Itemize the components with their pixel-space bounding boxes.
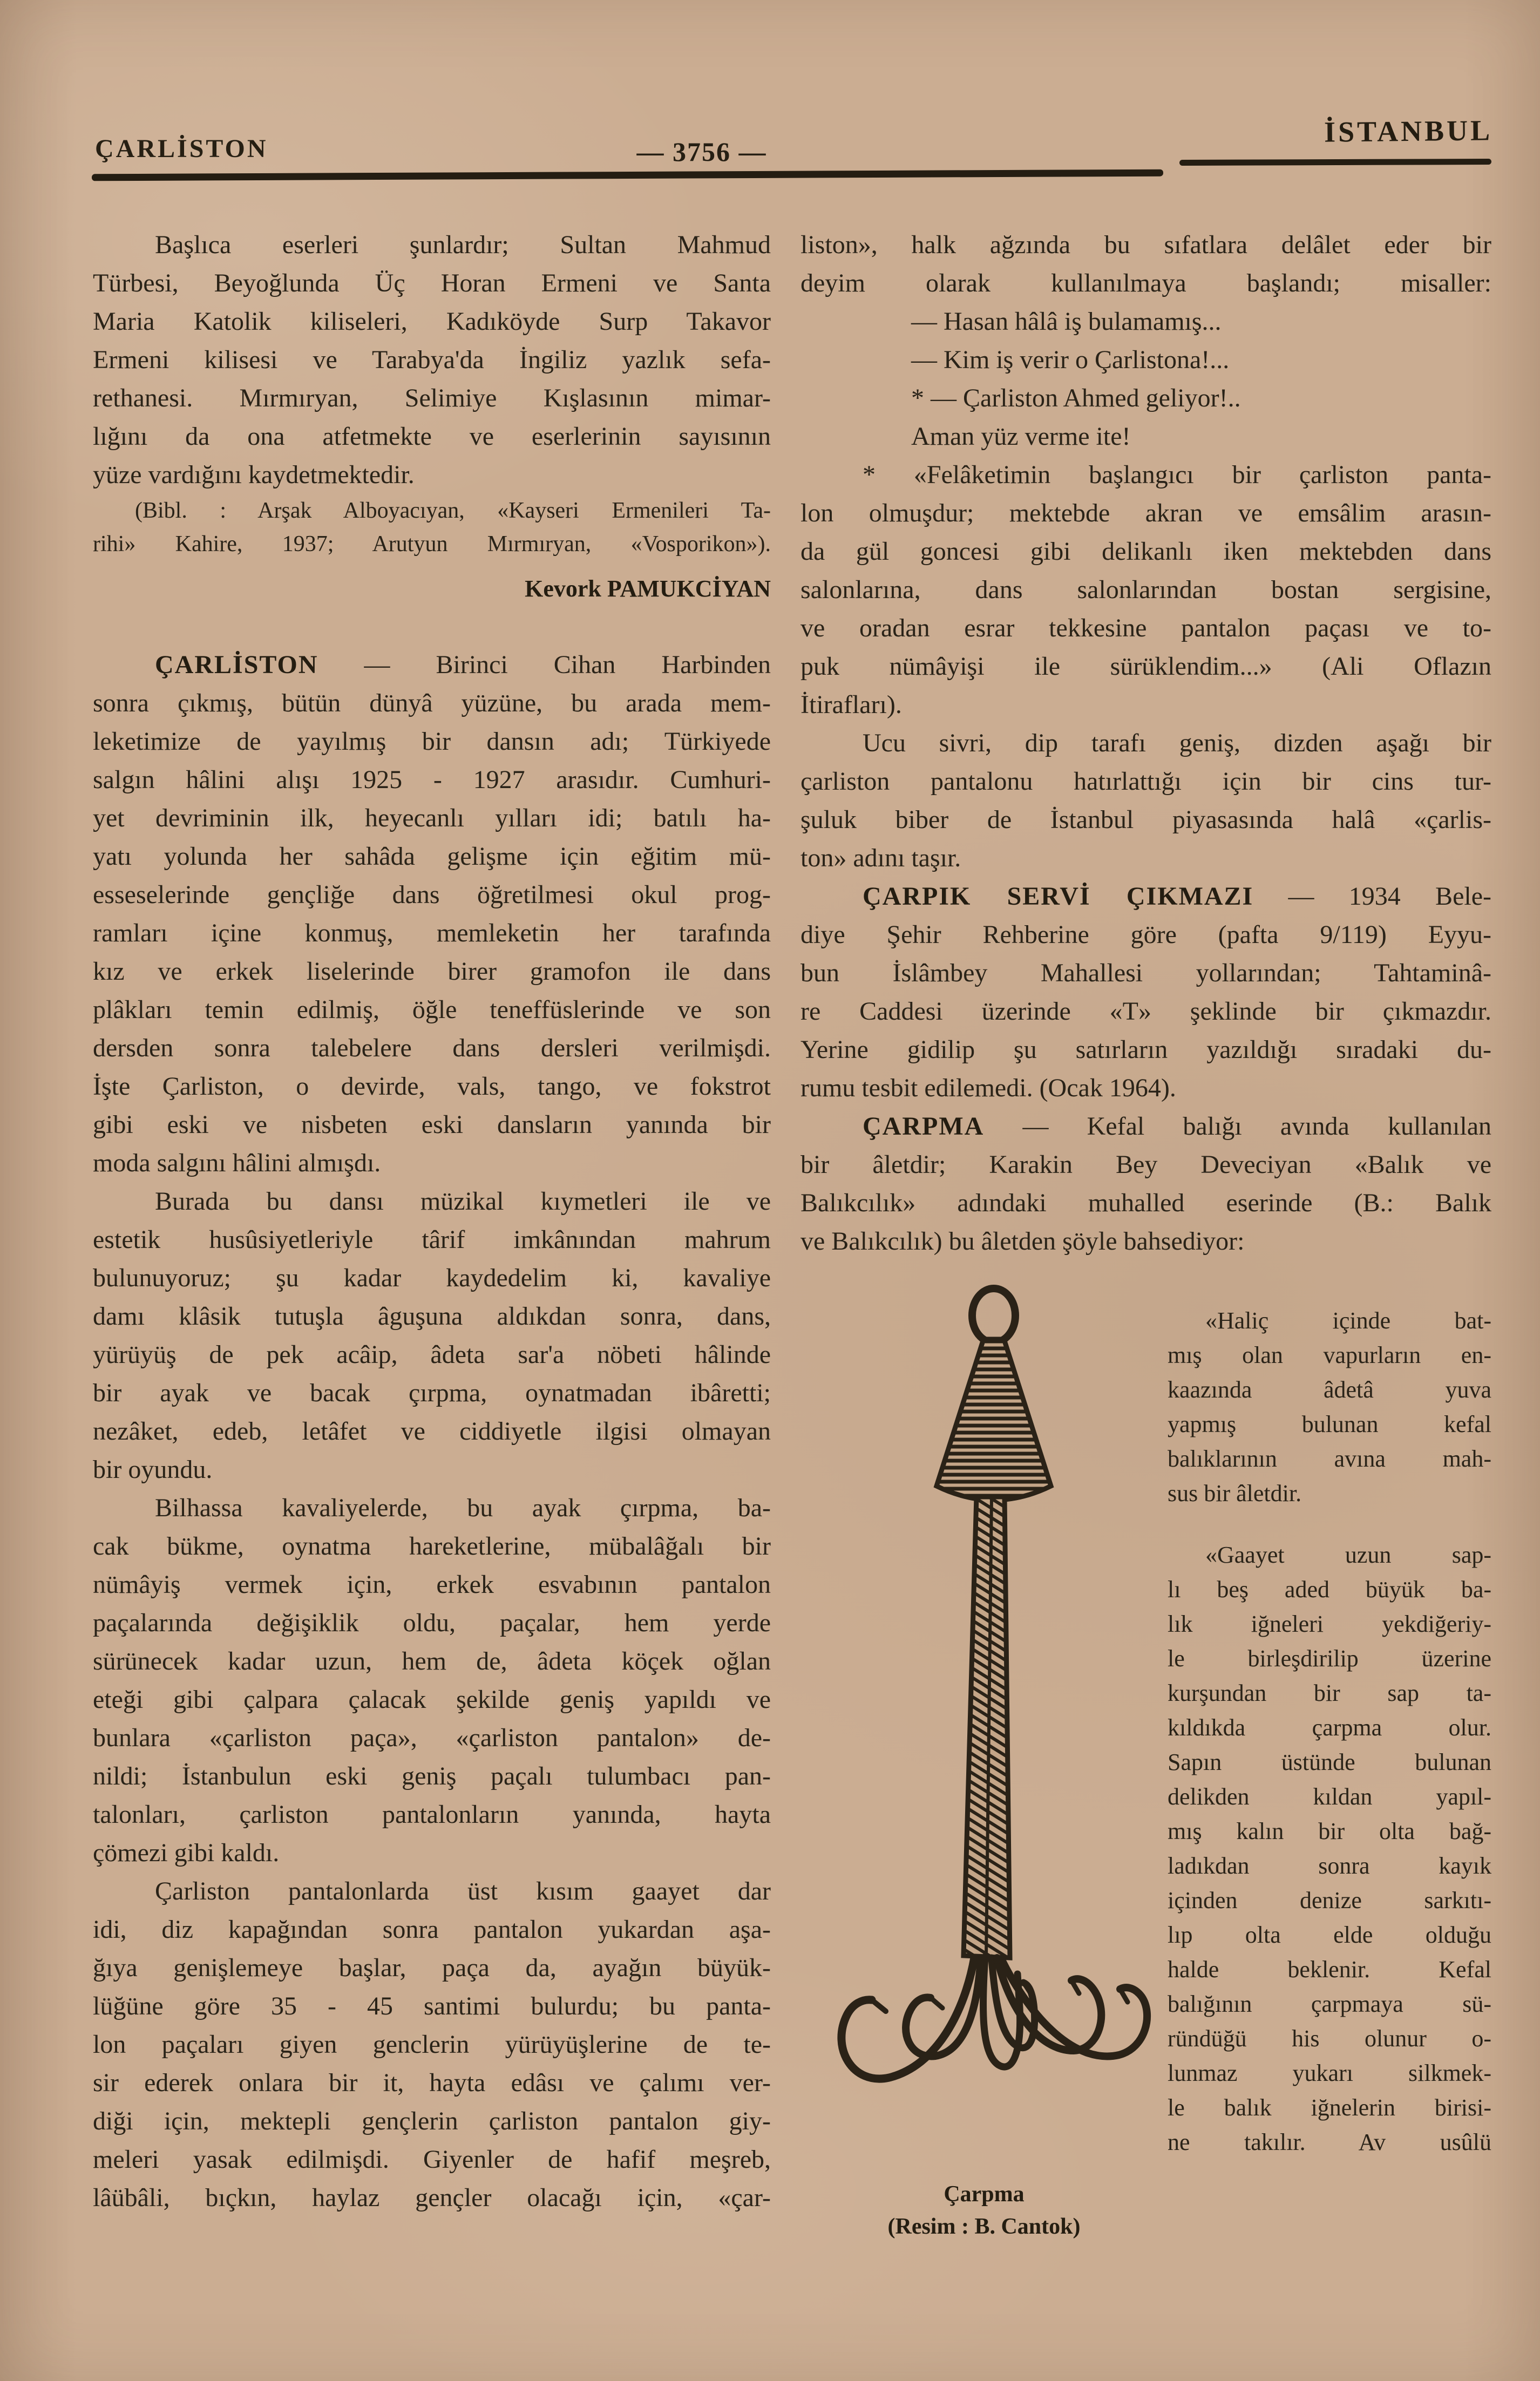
text-line: balıklarının avına mah- bbox=[1168, 1446, 1491, 1472]
text-line: salonlarına, dans salonlarından bostan sergisine, bbox=[800, 575, 1491, 604]
text-block-body bbox=[800, 456, 1491, 724]
text-line: Burada bu dansı müzikal kıymetleri ile ve bbox=[155, 1187, 771, 1216]
text-line: lı beş aded büyük ba- bbox=[1168, 1576, 1491, 1603]
text-line: lıp olta elde olduğu bbox=[1168, 1922, 1491, 1948]
text-line: halde beklenir. Kefal bbox=[1168, 1956, 1491, 1983]
text-block-body bbox=[93, 1872, 771, 2217]
figure-caption-title: Çarpma bbox=[944, 2182, 1025, 2207]
text-line: meleri yasak edilmişdi. Giyenler de hafif meşreb, bbox=[93, 2145, 771, 2174]
text-line: mış olan vapurların en- bbox=[1168, 1342, 1491, 1368]
text-line: Ucu sivri, dip tarafı geniş, dizden aşağı bir bbox=[863, 729, 1491, 757]
text-line: kurşundan bir sap ta- bbox=[1168, 1680, 1491, 1706]
text-block-entry bbox=[93, 646, 771, 1182]
text-line: Bilhassa kavaliyelerde, bu ayak çırpma, ba- bbox=[155, 1494, 771, 1522]
text-line: talonları, çarliston pantalonların yanında, hayta bbox=[93, 1800, 771, 1829]
text-line: da gül goncesi gibi delikanlı iken mektebden dans bbox=[800, 537, 1491, 566]
text-line: bir ayak ve bacak çırpma, oynatmadan ibâretti; bbox=[93, 1379, 771, 1407]
text-line: nümâyiş vermek için, erkek esvabının pantalon bbox=[93, 1570, 771, 1599]
text-line: İşte Çarliston, o devirde, vals, tango, ve fokstrot bbox=[93, 1072, 771, 1101]
right-column bbox=[800, 226, 1491, 2243]
text-line: ÇARPIK SERVİ ÇIKMAZI — 1934 Bele- bbox=[863, 882, 1491, 911]
text-line: — Kim iş verir o Çarlistona!... bbox=[911, 345, 1230, 374]
text-line: rumu tesbit edilemedi. (Ocak 1964). bbox=[800, 1074, 1176, 1102]
text-line: moda salgını hâlini almışdı. bbox=[93, 1149, 381, 1177]
text-line: kıldıkda çarpma olur. bbox=[1168, 1714, 1491, 1741]
text-line: ÇARPMA — Kefal balığı avında kullanılan bbox=[863, 1112, 1491, 1141]
text-line: ne takılır. Av usûlü bbox=[1168, 2129, 1491, 2155]
text-line: Çarliston pantalonlarda üst kısım gaayet dar bbox=[155, 1877, 771, 1905]
text-line: Yerine gidilip şu satırların yazıldığı sıradaki du- bbox=[800, 1035, 1491, 1064]
text-line: ğıya genişlemeye başlar, paça da, ayağın büyük- bbox=[93, 1953, 771, 1982]
text-line: nezâket, edeb, letâfet ve ciddiyetle ilgisi olmayan bbox=[93, 1417, 771, 1446]
page-number: — 3756 — bbox=[636, 137, 767, 167]
text-line: «Gaayet uzun sap- bbox=[1205, 1542, 1491, 1568]
text-line: esseselerinde gençliğe dans öğretilmesi okul prog- bbox=[93, 880, 771, 909]
text-line: ramları içine konmuş, memleketin her tarafında bbox=[93, 919, 771, 947]
text-line: ton» adını taşır. bbox=[800, 844, 961, 872]
text-line: lâübâli, bıçkın, haylaz gençler olacağı için, «çar- bbox=[93, 2183, 771, 2212]
text-line: — Hasan hâlâ iş bulamamış... bbox=[911, 307, 1222, 336]
text-line: puk nümâyişi ile sürüklendim...» (Ali Oflazın bbox=[800, 652, 1491, 681]
text-line: ladıkdan sonra kayık bbox=[1168, 1853, 1491, 1879]
text-line: rethanesi. Mırmıryan, Selimiye Kışlasının mimar- bbox=[93, 384, 771, 412]
text-line: çömezi gibi kaldı. bbox=[93, 1839, 280, 1867]
text-line: Başlıca eserleri şunlardır; Sultan Mahmud bbox=[155, 230, 771, 259]
text-line: nildi; İstanbulun eski geniş paçalı tulumbacı pan- bbox=[93, 1762, 771, 1790]
entry-headword: ÇARLİSTON bbox=[155, 650, 318, 679]
text-line: Türbesi, Beyoğlunda Üç Horan Ermeni ve Santa bbox=[93, 269, 771, 297]
text-block-narrow bbox=[1168, 1538, 1491, 2160]
text-line: yatı yolunda her sahâda gelişme için eğitim mü- bbox=[93, 842, 771, 871]
text-line: liston», halk ağzında bu sıfatlara delâlet eder bir bbox=[800, 230, 1491, 259]
text-line: Balıkcılık» adındaki muhalled eserinde (B.: Balık bbox=[800, 1189, 1491, 1217]
text-line: (Bibl. : Arşak Alboyacıyan, «Kayseri Ermenileri Ta- bbox=[135, 498, 771, 523]
text-line: ve Balıkcılık) bu âletden şöyle bahsediyor: bbox=[800, 1227, 1245, 1256]
figure-side-text bbox=[1168, 1282, 1491, 2160]
text-line: çarliston pantalonu hatırlattığı için bir cins tur- bbox=[800, 767, 1491, 796]
text-line: diye Şehir Rehberine göre (pafta 9/119) Eyyu- bbox=[800, 920, 1491, 949]
text-line: leketimize de yayılmış bir dansın adı; Türkiyede bbox=[93, 727, 771, 756]
text-line: estetik husûsiyetleriyle târif imkânından mahrum bbox=[93, 1225, 771, 1254]
text-line: gibi eski ve nisbeten eski dansların yanında bir bbox=[93, 1110, 771, 1139]
carpma-illustration bbox=[820, 1282, 1155, 2124]
text-line: lüğüne göre 35 - 45 santimi bulurdu; bu panta- bbox=[93, 1992, 771, 2020]
text-line: bunlara «çarliston paça», «çarliston pantalon» de- bbox=[93, 1724, 771, 1752]
text-line: salgın hâlini alışı 1925 - 1927 arasıdır. Cumhuri- bbox=[93, 765, 771, 794]
text-line: bulunuyoruz; şu kadar kaydedelim ki, kavaliye bbox=[93, 1264, 771, 1292]
text-line: sürünecek kadar uzun, hem de, âdeta köçek oğlan bbox=[93, 1647, 771, 1675]
text-block-dialogue bbox=[800, 302, 1491, 379]
text-line: Maria Katolik kiliseleri, Kadıköyde Surp Takavor bbox=[93, 307, 771, 336]
figure-caption bbox=[800, 2178, 1168, 2243]
text-line: sonra çıkmış, bütün dünyâ yüzüne, bu arada mem- bbox=[93, 689, 771, 717]
lead-cone bbox=[937, 1339, 1051, 1500]
text-line: Aman yüz verme ite! bbox=[911, 422, 1131, 451]
left-column bbox=[93, 226, 771, 2217]
text-block-entry bbox=[800, 1107, 1491, 1260]
text-line: İtirafları). bbox=[800, 690, 902, 719]
entry-headword: ÇARPMA bbox=[863, 1112, 985, 1141]
text-line: ründüğü his olunur o- bbox=[1168, 2025, 1491, 2052]
text-block-body bbox=[800, 226, 1491, 302]
text-line: le balık iğnelerin birisi- bbox=[1168, 2094, 1491, 2121]
text-line: bun İslâmbey Mahallesi yollarından; Tahtaminâ- bbox=[800, 959, 1491, 987]
text-line: balığının çarpmaya sü- bbox=[1168, 1991, 1491, 2017]
figure-row bbox=[800, 1282, 1491, 2160]
header-volume-title: İSTANBUL bbox=[1324, 114, 1493, 148]
text-line: mış kalın bir olta bağ- bbox=[1168, 1818, 1491, 1844]
header-entry-title: ÇARLİSTON bbox=[95, 134, 268, 163]
text-line: bir oyundu. bbox=[93, 1455, 213, 1484]
text-line: lon paçaları giyen genclerin yürüyüşlerine de te- bbox=[93, 2030, 771, 2059]
text-line: * «Felâketimin başlangıcı bir çarliston panta- bbox=[863, 460, 1491, 489]
text-block-body bbox=[93, 226, 771, 494]
text-line: ÇARLİSTON — Birinci Cihan Harbinden bbox=[155, 650, 771, 679]
text-line: yürüyüş de pek acâip, âdeta sar'a nöbeti hâlinde bbox=[93, 1340, 771, 1369]
text-block-body bbox=[93, 1182, 771, 1489]
text-line: kız ve erkek liselerinde birer gramofon ile dans bbox=[93, 957, 771, 986]
text-line: bir âletdir; Karakin Bey Deveciyan «Balık ve bbox=[800, 1150, 1491, 1179]
text-line: sir ederek onlara bir it, hayta edâsı ve çalımı ver- bbox=[93, 2068, 771, 2097]
ring-eye bbox=[972, 1288, 1015, 1342]
text-line: «Haliç içinde bat- bbox=[1205, 1307, 1491, 1334]
text-line: lık iğneleri yekdiğeriy- bbox=[1168, 1611, 1491, 1637]
text-line: şuluk biber de İstanbul piyasasında halâ «çarlis- bbox=[800, 805, 1491, 834]
text-line: rihi» Kahire, 1937; Arutyun Mırmıryan, «Vosporikon»). bbox=[93, 532, 771, 557]
text-line: cak bükme, oynatma hareketlerine, mübalâğalı bir bbox=[93, 1532, 771, 1561]
text-line: yet devriminin ilk, heyecanlı yılları idi; batılı ha- bbox=[93, 804, 771, 832]
text-line: paçalarında değişiklik oldu, paçalar, hem yerde bbox=[93, 1609, 771, 1637]
text-line: sus bir âletdir. bbox=[1168, 1480, 1302, 1507]
text-line: eteği gibi çalpara çalacak şekilde geniş yapıldı ve bbox=[93, 1685, 771, 1714]
text-line: ve oradan esrar tekkesine pantalon paçası ve to- bbox=[800, 614, 1491, 642]
hooks bbox=[842, 1957, 1147, 2079]
figure-caption-credit: (Resim : B. Cantok) bbox=[887, 2214, 1081, 2239]
entry-headword: ÇARPIK SERVİ ÇIKMAZI bbox=[863, 882, 1254, 911]
text-line: lığını da ona atfetmekte ve eserlerinin sayısının bbox=[93, 422, 771, 451]
text-line: dersden sonra talebelere dans dersleri verilmişdi. bbox=[93, 1034, 771, 1062]
text-block-bibl bbox=[93, 494, 771, 561]
text-block-dialogue bbox=[800, 379, 1491, 456]
text-line: diği için, mektepli gençlerin çarliston pantalon giy- bbox=[93, 2107, 771, 2135]
text-line: Kevork PAMUKCİYAN bbox=[525, 575, 771, 602]
text-line: Ermeni kilisesi ve Tarabya'da İngiliz yazlık sefa- bbox=[93, 345, 771, 374]
text-line: yüze vardığını kaydetmektedir. bbox=[93, 460, 415, 489]
right-column-text bbox=[800, 226, 1491, 1260]
text-line: plâkları temin edilmiş, öğle teneffüslerinde ve son bbox=[93, 995, 771, 1024]
text-line: * — Çarliston Ahmed geliyor!.. bbox=[911, 384, 1241, 412]
text-line: yapmış bulunan kefal bbox=[1168, 1411, 1491, 1437]
text-block-body bbox=[93, 1489, 771, 1872]
text-line: lon olmuşdur; mektebde akran ve emsâlim arasın- bbox=[800, 499, 1491, 527]
header-rule-main bbox=[92, 169, 1163, 181]
text-line: idi, diz kapağından sonra pantalon yukardan aşa- bbox=[93, 1915, 771, 1944]
text-block-body bbox=[800, 724, 1491, 877]
text-line: lunmaz yukarı silkmek- bbox=[1168, 2060, 1491, 2086]
text-line: deyim olarak kullanılmaya başlandı; misaller: bbox=[800, 269, 1491, 297]
text-line: damı klâsik tutuşla âguşuna aldıkdan sonra, dans, bbox=[93, 1302, 771, 1331]
text-line: delikden kıldan yapıl- bbox=[1168, 1783, 1491, 1810]
text-line: le birleşdirilip üzerine bbox=[1168, 1645, 1491, 1672]
text-block-entry bbox=[800, 877, 1491, 1107]
text-line: Sapın üstünde bulunan bbox=[1168, 1749, 1491, 1775]
text-line: re Caddesi üzerinde «T» şeklinde bir çıkmazdır. bbox=[800, 997, 1491, 1026]
text-block-signature bbox=[93, 569, 771, 608]
text-block-narrow bbox=[1168, 1304, 1491, 1511]
header-rule-right bbox=[1179, 159, 1491, 166]
text-line: kaazında âdetâ yuva bbox=[1168, 1376, 1491, 1403]
text-line: içinden denize sarkıtı- bbox=[1168, 1887, 1491, 1914]
